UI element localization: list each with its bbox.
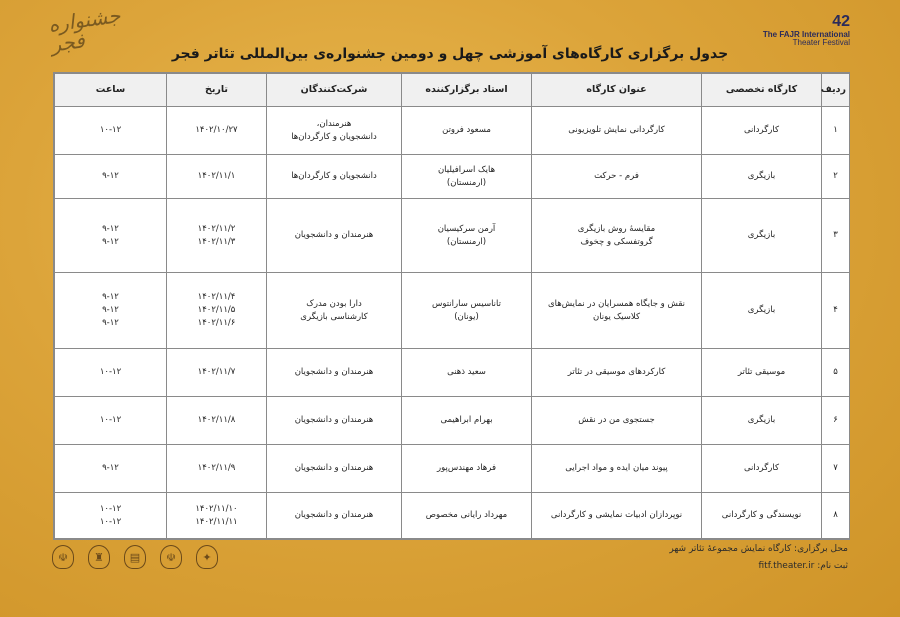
instructor-line: مسعود فروتن xyxy=(442,125,491,136)
row-number-cell: ۵ xyxy=(822,349,850,397)
workshop-title-cell xyxy=(532,493,702,539)
theater-emblem-icon: ✦ xyxy=(196,545,218,569)
row-number-cell: ۸ xyxy=(822,493,850,539)
participants-line: کارشناسی بازیگری xyxy=(300,311,368,322)
time-line: ۱۰-۱۲ xyxy=(99,503,122,514)
workshop-title-cell xyxy=(532,397,702,445)
workshop-title-line: کلاسیک یونان xyxy=(592,311,641,322)
participants-line: هنرمندان و دانشجویان xyxy=(294,230,374,241)
participants-line: هنرمندان، xyxy=(316,118,352,129)
instructor-cell xyxy=(402,155,532,199)
specialty-cell: بازیگری xyxy=(702,397,822,445)
instructor-line: سعید ذهنی xyxy=(447,367,486,378)
time-line: ۹-۱۲ xyxy=(102,223,119,234)
time-cell xyxy=(55,493,167,539)
specialty-cell: بازیگری xyxy=(702,199,822,273)
instructor-line: مهرداد رایانی مخصوص xyxy=(425,510,508,521)
date-line: ۱۴۰۲/۱۱/۹ xyxy=(197,463,236,474)
workshop-title-cell xyxy=(532,445,702,493)
instructor-line: آرمن سرکیسیان xyxy=(437,223,496,234)
logo-left-text: جشنواره فجر xyxy=(46,3,122,57)
date-line: ۱۴۰۲/۱۱/۲ xyxy=(197,223,236,234)
instructor-cell xyxy=(402,445,532,493)
specialty-cell: کارگردانی xyxy=(702,107,822,155)
republic-emblem-icon: ☫ xyxy=(160,545,182,569)
table-row xyxy=(55,397,850,445)
instructor-cell xyxy=(402,199,532,273)
participants-line: هنرمندان و دانشجویان xyxy=(294,415,374,426)
workshop-title-line: جستجوی من در نقش xyxy=(578,415,655,426)
date-line: ۱۴۰۲/۱۱/۶ xyxy=(197,317,236,328)
specialty-cell: نویسندگی و کارگردانی xyxy=(702,493,822,539)
row-number-cell: ۶ xyxy=(822,397,850,445)
instructor-line: (ارمنستان) xyxy=(446,177,487,188)
instructor-line: (ارمنستان) xyxy=(446,236,487,247)
date-cell xyxy=(167,445,267,493)
instructor-cell xyxy=(402,273,532,349)
table-row xyxy=(55,445,850,493)
participants-cell xyxy=(267,445,402,493)
table-row xyxy=(55,349,850,397)
instructor-line: هایک اسرافیلیان xyxy=(437,164,496,175)
row-number-cell: ۲ xyxy=(822,155,850,199)
date-line: ۱۴۰۲/۱۱/۱۰ xyxy=(195,503,238,514)
specialty-cell: بازیگری xyxy=(702,273,822,349)
participants-line: دانشجویان و کارگردان‌ها xyxy=(291,131,377,142)
time-line: ۱۰-۱۲ xyxy=(99,415,122,426)
row-number-cell: ۴ xyxy=(822,273,850,349)
ministry-emblem-icon: ☫ xyxy=(52,545,74,569)
workshop-title-line: پیوند میان ایده و مواد اجرایی xyxy=(565,463,668,474)
time-cell xyxy=(55,349,167,397)
time-line: ۹-۱۲ xyxy=(102,171,119,182)
time-line: ۱۰-۱۲ xyxy=(99,516,122,527)
date-cell xyxy=(167,349,267,397)
workshop-title-cell xyxy=(532,349,702,397)
time-line: ۹-۱۲ xyxy=(102,292,119,303)
date-line: ۱۴۰۲/۱۱/۴ xyxy=(197,292,236,303)
row-number-cell: ۷ xyxy=(822,445,850,493)
time-cell xyxy=(55,273,167,349)
time-line: ۹-۱۲ xyxy=(102,317,119,328)
logo-line2: Theater Festival xyxy=(792,38,850,48)
instructor-cell xyxy=(402,107,532,155)
workshop-title-line: گروتفسکی و چخوف xyxy=(580,236,653,247)
participants-cell xyxy=(267,273,402,349)
participants-cell xyxy=(267,199,402,273)
header-date: تاریخ xyxy=(167,74,267,107)
register-text: ثبت نام: fitf.theater.ir xyxy=(758,561,848,572)
instructor-line: (یونان) xyxy=(454,311,479,322)
participants-cell xyxy=(267,107,402,155)
date-cell xyxy=(167,273,267,349)
time-line: ۹-۱۲ xyxy=(102,305,119,316)
table-row xyxy=(55,155,850,199)
header-participants: شرکت‌کنندگان xyxy=(267,74,402,107)
festival-42-logo xyxy=(763,14,850,48)
participants-cell xyxy=(267,493,402,539)
date-cell xyxy=(167,397,267,445)
date-cell xyxy=(167,155,267,199)
table-row xyxy=(55,273,850,349)
participants-line: دارا بودن مدرک xyxy=(306,298,362,309)
workshop-title-line: مقایسهٔ روش بازیگری xyxy=(577,223,656,234)
row-number-cell: ۱ xyxy=(822,107,850,155)
table-row xyxy=(55,107,850,155)
workshop-title-line: کارکردهای موسیقی در تئاتر xyxy=(567,367,666,378)
date-cell xyxy=(167,493,267,539)
workshop-table-container xyxy=(53,72,850,540)
participants-cell xyxy=(267,349,402,397)
specialty-cell: بازیگری xyxy=(702,155,822,199)
workshop-table xyxy=(54,73,850,539)
table-row xyxy=(55,199,850,273)
time-line: ۱۰-۱۲ xyxy=(99,367,122,378)
page-title: جدول برگزاری کارگاه‌های آموزشی چهل و دومین جشنواره‌ی بین‌المللی تئاتر فجر xyxy=(171,46,729,62)
instructor-line: بهرام ابراهیمی xyxy=(440,415,493,426)
header-specialty: کارگاه تخصصی xyxy=(702,74,822,107)
specialty-cell: موسیقی تئاتر xyxy=(702,349,822,397)
instructor-cell xyxy=(402,349,532,397)
time-cell xyxy=(55,107,167,155)
date-cell xyxy=(167,199,267,273)
participants-line: هنرمندان و دانشجویان xyxy=(294,367,374,378)
time-cell xyxy=(55,199,167,273)
workshop-title-cell xyxy=(532,155,702,199)
instructor-line: فرهاد مهندس‌پور xyxy=(436,463,497,474)
workshop-title-cell xyxy=(532,273,702,349)
time-line: ۹-۱۲ xyxy=(102,236,119,247)
table-header-row xyxy=(55,74,850,107)
sponsor-logos xyxy=(52,545,218,569)
header-num: ردیف xyxy=(822,74,850,107)
participants-line: دانشجویان و کارگردان‌ها xyxy=(291,171,377,182)
workshop-title-line: نوپردازان ادبیات نمایشی و کارگردانی xyxy=(550,510,683,521)
workshop-title-line: فرم - حرکت xyxy=(594,171,639,182)
workshop-title-line: کارگردانی نمایش تلویزیونی xyxy=(568,125,665,136)
workshop-title-cell xyxy=(532,107,702,155)
instructor-cell xyxy=(402,493,532,539)
specialty-cell: کارگردانی xyxy=(702,445,822,493)
header-time: ساعت xyxy=(55,74,167,107)
participants-cell xyxy=(267,397,402,445)
header-title: عنوان کارگاه xyxy=(532,74,702,107)
instructor-cell xyxy=(402,397,532,445)
table-row xyxy=(55,493,850,539)
workshop-title-cell xyxy=(532,199,702,273)
footer-info xyxy=(669,541,848,575)
date-line: ۱۴۰۲/۱۱/۵ xyxy=(197,305,236,316)
time-cell xyxy=(55,155,167,199)
time-line: ۹-۱۲ xyxy=(102,463,119,474)
art-center-emblem-icon: ♜ xyxy=(88,545,110,569)
venue-text: محل برگزاری: کارگاه نمایش مجموعهٔ تئاتر شهر xyxy=(669,544,848,554)
logo-line1: The FAJR International xyxy=(762,29,850,39)
date-cell xyxy=(167,107,267,155)
date-line: ۱۴۰۲/۱۱/۸ xyxy=(197,415,236,426)
date-line: ۱۴۰۲/۱۱/۱۱ xyxy=(195,516,238,527)
logo-number: 42 xyxy=(832,13,850,30)
header-instructor: استاد برگزارکننده xyxy=(402,74,532,107)
participants-cell xyxy=(267,155,402,199)
time-cell xyxy=(55,445,167,493)
instructor-line: تاناسیس سارانتوس xyxy=(431,298,501,309)
date-line: ۱۴۰۲/۱۱/۷ xyxy=(197,367,236,378)
date-line: ۱۴۰۲/۱۱/۱ xyxy=(197,171,236,182)
time-cell xyxy=(55,397,167,445)
time-line: ۱۰-۱۲ xyxy=(99,125,122,136)
workshop-title-line: نقش و جایگاه همسرایان در نمایش‌های xyxy=(548,298,685,309)
date-line: ۱۴۰۲/۱۰/۲۷ xyxy=(195,125,238,136)
row-number-cell: ۳ xyxy=(822,199,850,273)
participants-line: هنرمندان و دانشجویان xyxy=(294,463,374,474)
book-emblem-icon: ▤ xyxy=(124,545,146,569)
date-line: ۱۴۰۲/۱۱/۳ xyxy=(197,236,236,247)
participants-line: هنرمندان و دانشجویان xyxy=(294,510,374,521)
